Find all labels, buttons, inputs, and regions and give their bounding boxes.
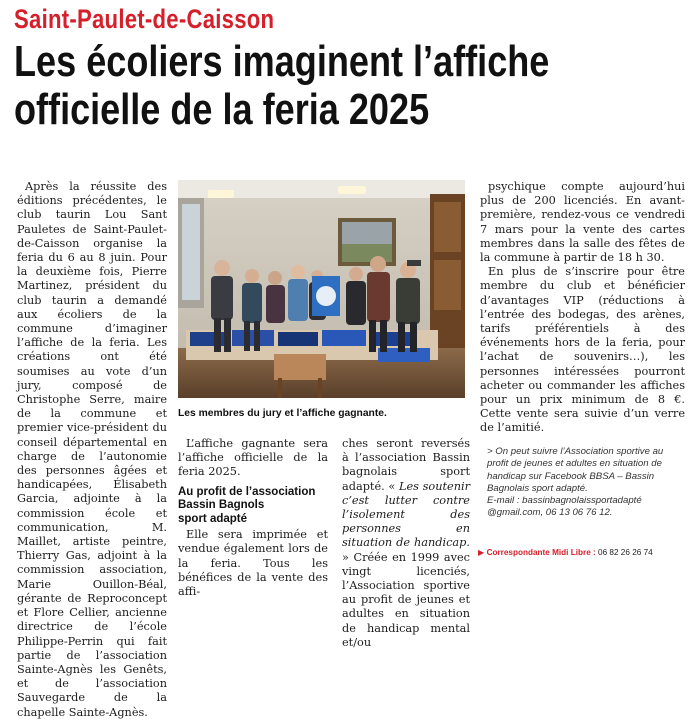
body-paragraph: En plus de s’inscrire pour être membre du club et bénéficier d’avantages VIP (réductions à l’entrée des bodegas, des arènes, tarifs préférentiels à des événements hors de la feria, pour l’achat de souvenirs…), les personnes intéressées pourront acheter ou commander les affiches pour un prix minimum de 8 €. Cette vente sera suivie d’un verre de l’amitié.: [480, 265, 685, 435]
jury-group-photo: [178, 180, 465, 398]
body-paragraph: [342, 437, 470, 650]
info-box: [487, 446, 687, 520]
body-paragraph: psychique compte aujourd’hui plus de 200 licenciés. En avant-première, rendez-vous ce vendredi 7 mars pour la vente des cartes membres dans la salle des fêtes de la commune à partir de 18 h 30.: [480, 180, 685, 265]
article-column-2: [178, 437, 328, 599]
article-headline: [14, 38, 662, 134]
info-text: > On peut suivre l’Association sportive au profit de jeunes et adultes en situation de handicap sur Facebook BBSA – Bassin Bagnolais sport adapté.: [487, 446, 664, 494]
article-column-1: [17, 180, 167, 720]
subheading-line-3: sport adapté: [178, 512, 248, 525]
article-column-4: [480, 180, 685, 436]
info-email: E-mail : bassinbagnolaissportadapté @gmail.com, 06 13 06 76 12.: [487, 495, 642, 519]
article-column-3: [342, 437, 470, 650]
body-paragraph: L’affiche gagnante sera l’affiche officielle de la feria 2025.: [178, 437, 328, 479]
paragraph-end: » Créée en 1999 avec vingt licenciés, l’Association sportive au profit de jeunes et adultes en situation de handicap mental et/ou: [342, 550, 470, 649]
subheading-line-1: Au profit de l’association: [178, 485, 316, 498]
correspondent-label: Correspondante Midi Libre :: [486, 548, 596, 557]
quote: Les soutenir c’est lutter contre l’isolement des personnes en situation de handicap.: [342, 479, 470, 550]
correspondent-line: [478, 547, 653, 557]
article-kicker: Saint-Paulet-de-Caisson: [14, 4, 275, 34]
headline-line-2: officielle de la feria 2025: [14, 85, 430, 134]
section-subheading: [178, 486, 328, 527]
paragraph-start: ches seront reversés à l’association Bassin bagnolais sport adapté. «: [342, 437, 470, 493]
correspondent-phone: 06 82 26 26 74: [598, 548, 653, 557]
arrow-icon: ▶: [478, 548, 485, 557]
headline-line-1: Les écoliers imaginent l’affiche: [14, 37, 550, 86]
photo-caption: Les membres du jury et l’affiche gagnante.: [178, 408, 387, 419]
subheading-line-2: Bassin Bagnols: [178, 499, 265, 512]
body-paragraph: Elle sera imprimée et vendue également lors de la feria. Tous les bénéfices de la vente des affi-: [178, 528, 328, 598]
article-photo: [178, 180, 465, 398]
body-paragraph: Après la réussite des éditions précédentes, le club taurin Lou Sant Pauletes de Saint-Paulet-de-Caisson organise la feria du 6 au 8 juin. Pour la deuxième fois, Pierre Martinez, président du club taurin a demandé aux écoliers de la commune d’imaginer l’affiche de la feria. Les créations ont été soumises au vote d’un jury, composé de Christophe Serre, maire de la commune et premier vice-président du conseil départemental en charge de l’autonomie des personnes âgées et handicapées, Élisabeth Garcia, adjointe à la commission école et communication, M. Maillet, artiste peintre, Thierry Gas, adjoint à la commission association, Marie Ouillon-Béal, gérante de Reproconcept et Flore Cellier, ancienne directrice de l’école Philippe-Perrin qui fait partie de l’association Sainte-Agnès les Genêts, et de l’association Sauvegarde de la chapelle Sainte-Agnès.: [17, 180, 167, 719]
